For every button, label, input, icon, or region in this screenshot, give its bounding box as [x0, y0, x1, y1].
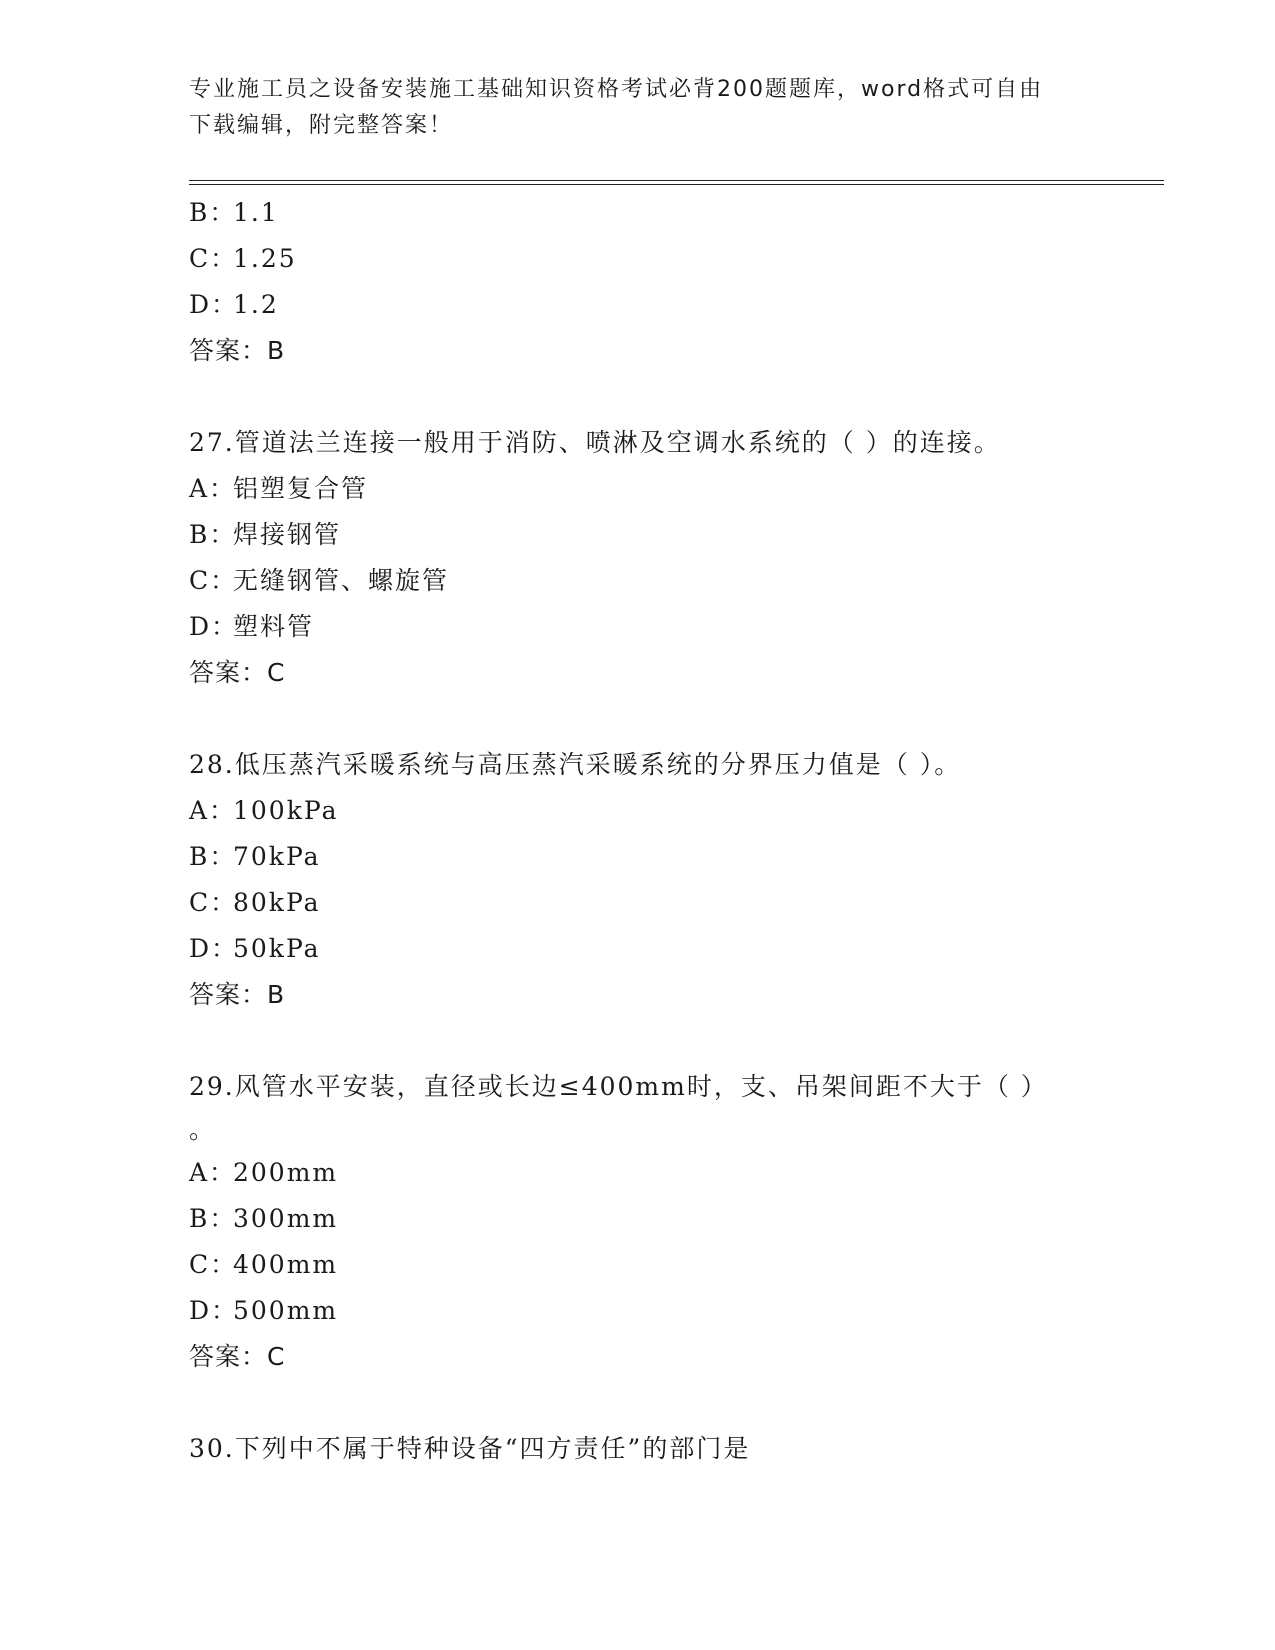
option-tag: D： — [189, 934, 239, 963]
header-line-1: 专业施工员之设备安装施工基础知识资格考试必背200题题库，word格式可自由 — [189, 77, 1044, 102]
option-b — [189, 190, 1089, 236]
option-text: 70kPa — [233, 842, 321, 871]
option-a — [189, 1150, 1089, 1196]
option-tag: B： — [189, 520, 237, 549]
option-text: 1.2 — [233, 290, 279, 319]
option-b — [189, 1196, 1089, 1242]
question-30 — [189, 1426, 1089, 1472]
option-d — [189, 604, 1089, 650]
option-text: 1.25 — [233, 244, 297, 273]
option-text: 塑料管 — [233, 612, 315, 641]
option-text: 300mm — [233, 1204, 339, 1233]
question-stem: 28.低压蒸汽采暖系统与高压蒸汽采暖系统的分界压力值是（ ）。 — [189, 750, 962, 779]
option-tag: B： — [189, 198, 237, 227]
option-text: 1.1 — [233, 198, 279, 227]
option-d — [189, 926, 1089, 972]
header-divider — [189, 180, 1164, 185]
option-text: 无缝钢管、螺旋管 — [233, 566, 450, 595]
document-header — [189, 72, 1089, 144]
option-text: 80kPa — [233, 888, 321, 917]
option-c — [189, 880, 1089, 926]
question-stem-continuation: 。 — [189, 1115, 217, 1144]
option-d — [189, 282, 1089, 328]
option-tag: A： — [189, 1158, 237, 1187]
option-tag: D： — [189, 290, 239, 319]
option-text: 400mm — [233, 1250, 339, 1279]
option-tag: C： — [189, 888, 238, 917]
option-text: 50kPa — [233, 934, 321, 963]
option-text: 焊接钢管 — [233, 520, 342, 549]
option-text: 铝塑复合管 — [233, 474, 369, 503]
option-a — [189, 788, 1089, 834]
option-d — [189, 1288, 1089, 1334]
option-tag: D： — [189, 612, 239, 641]
option-tag: B： — [189, 1204, 237, 1233]
option-tag: C： — [189, 566, 238, 595]
header-line-2: 下载编辑，附完整答案！ — [189, 113, 454, 138]
option-text: 200mm — [233, 1158, 339, 1187]
question-stem: 27.管道法兰连接一般用于消防、喷淋及空调水系统的（ ）的连接。 — [189, 428, 1001, 457]
option-tag: C： — [189, 1250, 238, 1279]
option-tag: B： — [189, 842, 237, 871]
option-tag: C： — [189, 244, 238, 273]
question-stem: 30.下列中不属于特种设备“四方责任”的部门是 — [189, 1434, 751, 1463]
option-tag: A： — [189, 796, 237, 825]
question-list — [189, 190, 1089, 1472]
option-c — [189, 558, 1089, 604]
option-c — [189, 1242, 1089, 1288]
option-tag: A： — [189, 474, 237, 503]
option-b — [189, 834, 1089, 880]
option-c — [189, 236, 1089, 282]
question-28 — [189, 742, 1089, 1018]
option-a — [189, 466, 1089, 512]
option-text: 500mm — [233, 1296, 339, 1325]
answer-line: 答案：C — [189, 658, 286, 687]
question-27 — [189, 420, 1089, 696]
option-b — [189, 512, 1089, 558]
answer-line: 答案：B — [189, 980, 286, 1009]
question-29 — [189, 1064, 1089, 1380]
question-26-tail — [189, 190, 1089, 374]
question-stem: 29.风管水平安装，直径或长边≤400mm时，支、吊架间距不大于（ ） — [189, 1072, 1048, 1101]
option-text: 100kPa — [233, 796, 339, 825]
answer-line: 答案：C — [189, 1342, 286, 1371]
answer-line: 答案：B — [189, 336, 286, 365]
option-tag: D： — [189, 1296, 239, 1325]
